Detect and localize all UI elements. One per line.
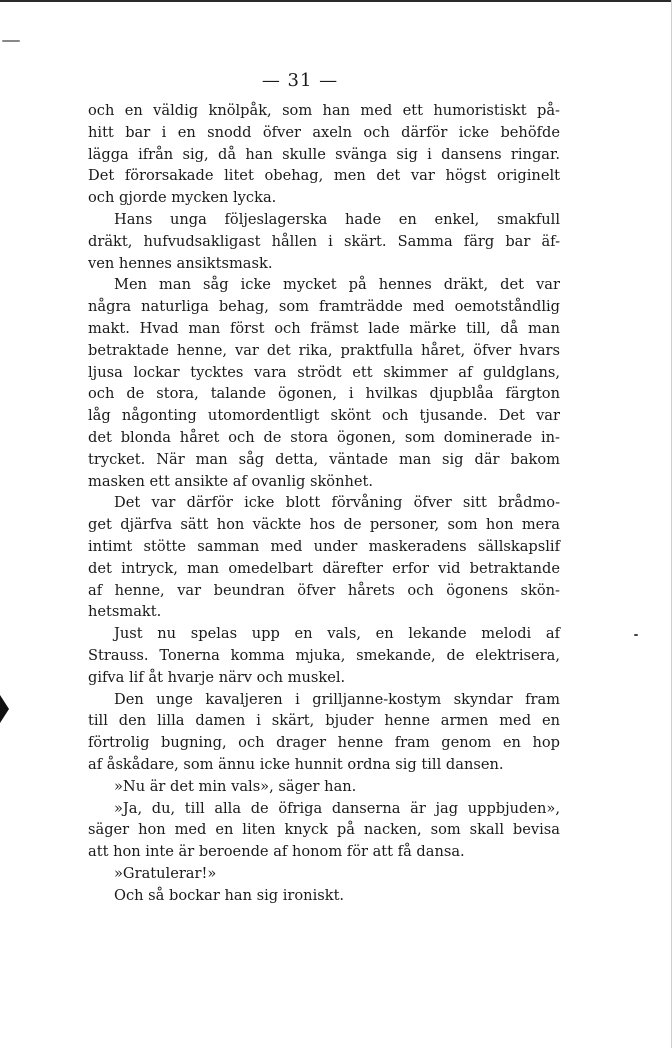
paragraph bbox=[88, 274, 560, 492]
text-line: intimt stötte samman med under maskeradens sällskapslif bbox=[88, 537, 560, 555]
text-line: ven hennes ansiktsmask. bbox=[88, 254, 273, 272]
body-text bbox=[88, 100, 560, 906]
scan-speck bbox=[2, 40, 20, 42]
text-line: Hans unga följeslagerska hade en enkel, smakfull bbox=[114, 210, 560, 228]
text-line: »Ja, du, till alla de öfriga danserna är jag uppbjuden», bbox=[114, 799, 560, 817]
text-line: det intryck, man omedelbart därefter erfor vid betraktande bbox=[88, 559, 560, 577]
text-line: några naturliga behag, som framträdde med oemotståndlig bbox=[88, 298, 560, 316]
text-line: betraktade henne, var det rika, praktfulla håret, öfver hvars bbox=[88, 341, 560, 359]
text-line: Strauss. Tonerna komma mjuka, smekande, de elektrisera, bbox=[88, 646, 560, 664]
text-line: trycket. När man såg detta, väntade man sig där bakom bbox=[88, 450, 560, 468]
text-line: Det förorsakade litet obehag, men det var högst originelt bbox=[88, 167, 560, 185]
text-line: dräkt, hufvudsakligast hållen i skärt. Samma färg bar äf- bbox=[88, 232, 560, 250]
paragraph bbox=[88, 798, 560, 863]
text-line: af åskådare, som ännu icke hunnit ordna sig till dansen. bbox=[88, 755, 504, 773]
text-line: ljusa lockar tycktes vara strödt ett skimmer af guldglans, bbox=[88, 363, 560, 381]
text-line: Det var därför icke blott förvåning öfver sitt brådmo- bbox=[114, 494, 560, 512]
paragraph bbox=[88, 863, 560, 885]
text-line: säger hon med en liten knyck på nacken, som skall bevisa bbox=[88, 821, 560, 839]
text-line: till den lilla damen i skärt, bjuder henne armen med en bbox=[88, 712, 560, 730]
text-line: Den unge kavaljeren i grilljanne-kostym skyndar fram bbox=[114, 690, 560, 708]
text-line: att hon inte är beroende af honom för att få dansa. bbox=[88, 843, 465, 861]
page-number: — 31 — bbox=[261, 70, 339, 91]
paragraph bbox=[88, 623, 560, 688]
binding-marker-icon bbox=[0, 695, 9, 723]
text-line: get djärfva sätt hon väckte hos de personer, som hon mera bbox=[88, 516, 560, 534]
paragraph bbox=[88, 689, 560, 776]
paragraph bbox=[88, 492, 560, 623]
text-line: masken ett ansikte af ovanlig skönhet. bbox=[88, 472, 374, 490]
text-line: och en väldig knölpåk, som han med ett humoristiskt på- bbox=[88, 102, 560, 119]
paragraph bbox=[88, 209, 560, 274]
text-line: »Gratulerar!» bbox=[114, 864, 217, 882]
page-top-edge bbox=[0, 0, 672, 2]
text-line: Och så bockar han sig ironiskt. bbox=[114, 886, 345, 904]
scan-speck bbox=[634, 634, 638, 636]
text-line: förtrolig bugning, och drager henne fram genom en hop bbox=[88, 734, 560, 752]
paragraph bbox=[88, 885, 560, 907]
text-line: Just nu spelas upp en vals, en lekande melodi af bbox=[114, 625, 560, 643]
text-line: låg någonting utomordentligt skönt och tjusande. Det var bbox=[88, 407, 560, 425]
text-line: Men man såg icke mycket på hennes dräkt, det var bbox=[114, 276, 560, 294]
text-line: hitt bar i en snodd öfver axeln och därför icke behöfde bbox=[88, 123, 560, 141]
text-line: gifva lif åt hvarje närv och muskel. bbox=[88, 668, 346, 686]
text-line: »Nu är det min vals», säger han. bbox=[114, 777, 357, 795]
paragraph bbox=[88, 100, 560, 209]
paragraph bbox=[88, 776, 560, 798]
text-line: makt. Hvad man först och främst lade märke till, då man bbox=[88, 319, 560, 337]
text-line: lägga ifrån sig, då han skulle svänga sig i dansens ringar. bbox=[88, 145, 560, 163]
text-line: af henne, var beundran öfver hårets och ögonens skön- bbox=[88, 581, 560, 599]
text-line: och de stora, talande ögonen, i hvilkas djupblåa färgton bbox=[88, 385, 560, 403]
text-line: och gjorde mycken lycka. bbox=[88, 189, 277, 207]
text-line: det blonda håret och de stora ögonen, som dominerade in- bbox=[88, 428, 560, 446]
text-line: hetsmakt. bbox=[88, 603, 162, 621]
